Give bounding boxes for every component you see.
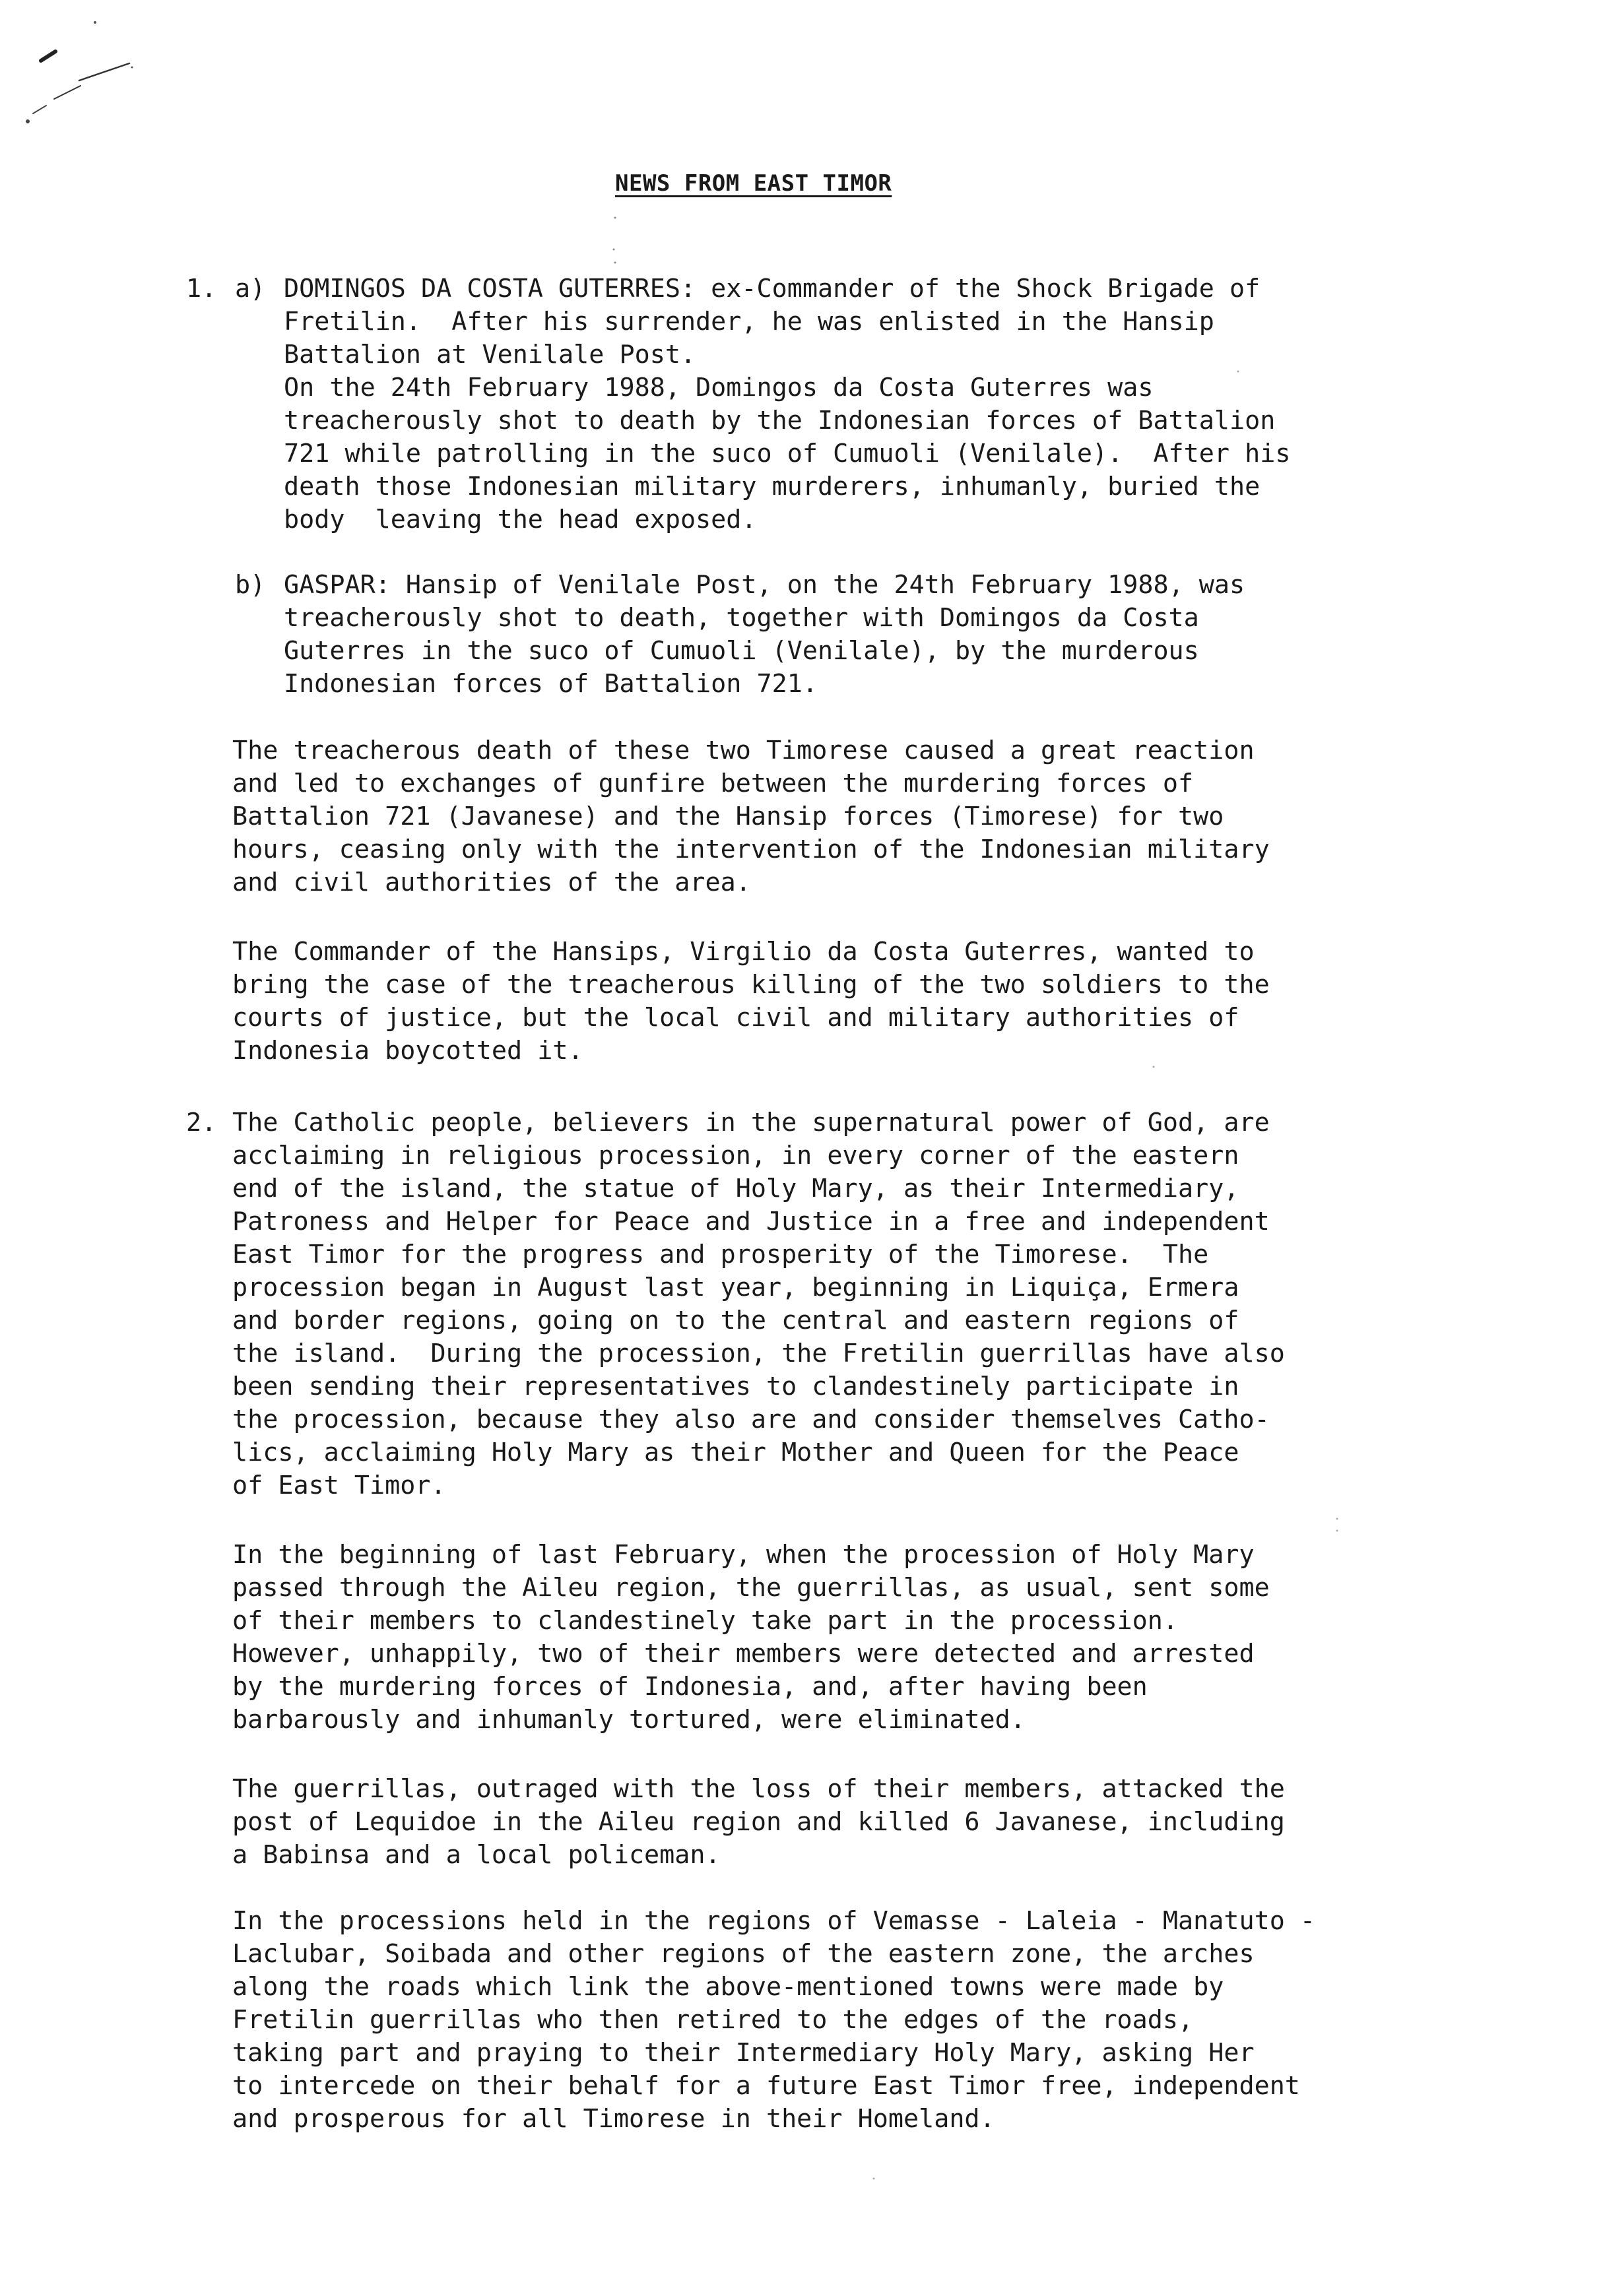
item-1b-label: b)	[235, 570, 266, 600]
document-title: NEWS FROM EAST TIMOR	[615, 170, 892, 197]
item-2-paragraph-1: The Catholic people, believers in the supernatural power of God, are acclaiming in religious procession, in every corner of the eastern end of the island, the statue of Holy Mary, as their Intermediary, Patroness and Helper for Peace and Justice in a free and independent East Timor for the progress and prosperity of the Timorese. The procession began in August last year, beginning in Liquiça, Ermera and border regions, going on to the central and eastern regions of the island. During the procession, the Fretilin guerrillas have also been sending their representatives to clandestinely participate in the procession, because they also are and consider themselves Catho- lics, acclaiming Holy Mary as their Mother and Queen for the Peace of East Timor.	[232, 1108, 1285, 1500]
item-2-paragraph-2: In the beginning of last February, when the procession of Holy Mary passed through the Aileu region, the guerrillas, as usual, sent some of their members to clandestinely take part in the procession. However, unhappily, two of their members were detected and arrested by the murdering forces of Indonesia, and, after having been barbarously and inhumanly tortured, were eliminated.	[232, 1540, 1270, 1735]
item-1b-text: GASPAR: Hansip of Venilale Post, on the 24th February 1988, was treacherously shot to death, together with Domingos da Costa Guterres in the suco of Cumuoli (Venilale), by the murderous Indonesian forces of Battalion 721.	[284, 570, 1245, 699]
item-2-paragraph-4: In the processions held in the regions of Vemasse - Laleia - Manatuto - Laclubar, Soibada and other regions of the eastern zone, the arches along the roads which link the above-mentioned towns were made by Fretilin guerrillas who then retired to the edges of the roads, taking part and praying to their Intermediary Holy Mary, asking Her to intercede on their behalf for a future East Timor free, independent and prosperous for all Timorese in their Homeland.	[232, 1906, 1316, 2134]
item-1-paragraph-2: The Commander of the Hansips, Virgilio da Costa Guterres, wanted to bring the case of the treacherous killing of the two soldiers to the courts of justice, but the local civil and military authorities of Indonesia boycotted it.	[232, 937, 1270, 1066]
item-1a-text: DOMINGOS DA COSTA GUTERRES: ex-Commander of the Shock Brigade of Fretilin. After his surrender, he was enlisted in the Hansip Battalion at Venilale Post. On the 24th February 1988, Domingos da Costa Guterres was treacherously shot to death by the Indonesian forces of Battalion 721 while patrolling in the suco of Cumuoli (Venilale). After his death those Indonesian military murderers, inhumanly, buried the body leaving the head exposed.	[284, 274, 1291, 534]
item-1-number: 1.	[186, 274, 217, 303]
item-1a-label: a)	[235, 274, 266, 303]
item-1-paragraph-1: The treacherous death of these two Timorese caused a great reaction and led to exchanges of gunfire between the murdering forces of Battalion 721 (Javanese) and the Hansip forces (Timorese) for two hours, ceasing only with the intervention of the Indonesian military and civil authorities of the area.	[232, 736, 1270, 897]
item-2-paragraph-3: The guerrillas, outraged with the loss of their members, attacked the post of Lequidoe in the Aileu region and killed 6 Javanese, including a Babinsa and a local policeman.	[232, 1774, 1285, 1870]
item-2-number: 2.	[186, 1108, 217, 1137]
